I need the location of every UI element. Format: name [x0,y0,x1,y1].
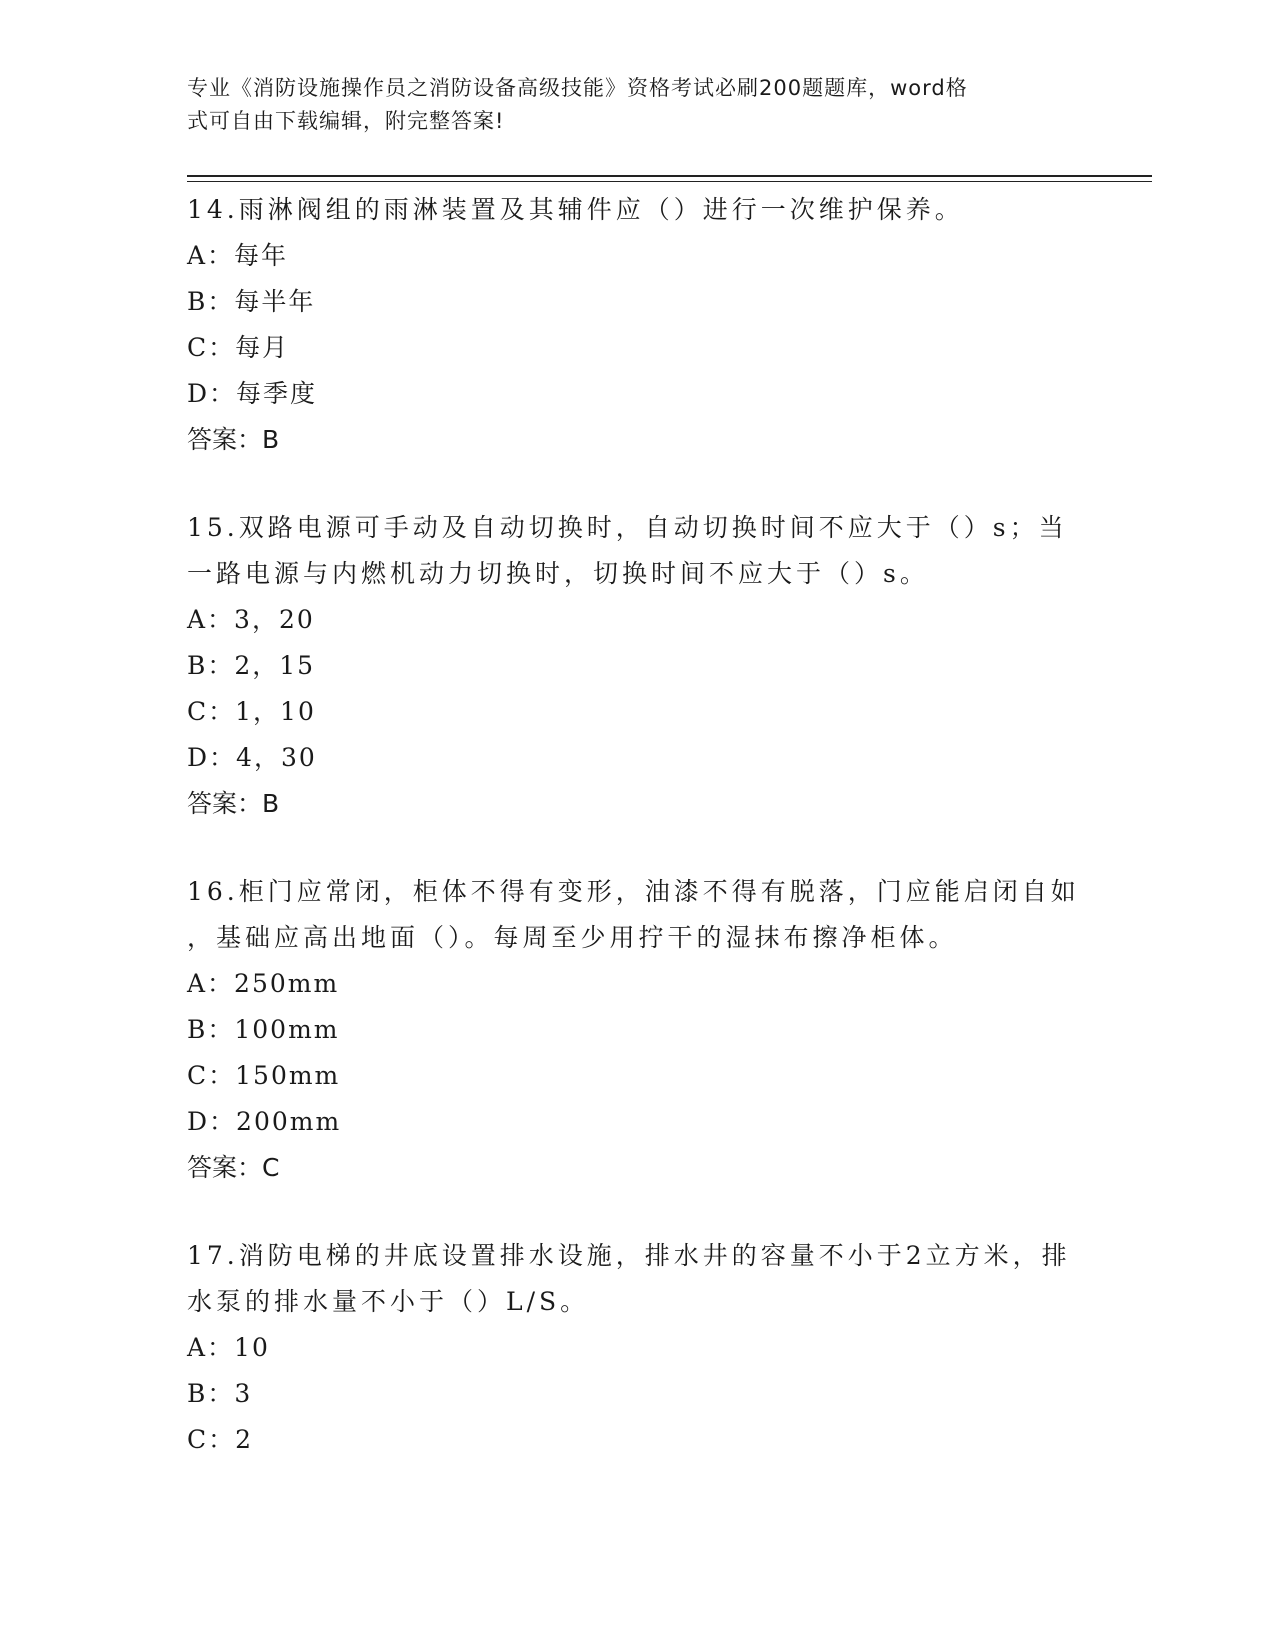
option-c: C：每月 [187,333,290,362]
option-a: A：250mm [187,969,340,998]
option-c: C：2 [187,1425,254,1454]
answer-label: 答案：B [187,789,280,818]
option-a: A：每年 [187,241,289,270]
header-rule-thin [187,181,1152,182]
question-17 [187,1233,1087,1463]
option-a: A：3，20 [187,605,315,634]
header-line-2: 式可自由下载编辑，附完整答案! [187,109,505,133]
question-stem-line-2: 水泵的排水量不小于（）L/S。 [187,1287,590,1316]
option-d: D：200mm [187,1107,342,1136]
answer-label: 答案：B [187,425,280,454]
option-b: B：100mm [187,1015,340,1044]
question-list [187,187,1087,1505]
question-stem: 14.雨淋阀组的雨淋装置及其辅件应（）进行一次维护保养。 [187,195,964,224]
option-b: B：3 [187,1379,253,1408]
question-14 [187,187,1087,463]
option-c: C：1，10 [187,697,316,726]
option-b: B：每半年 [187,287,316,316]
option-a: A：10 [187,1333,270,1362]
question-stem-line-1: 16.柜门应常闭，柜体不得有变形，油漆不得有脱落，门应能启闭自如 [187,877,1080,906]
question-stem-line-1: 17.消防电梯的井底设置排水设施，排水井的容量不小于2立方米，排 [187,1241,1071,1270]
option-d: D：4，30 [187,743,317,772]
header-rule-thick [187,175,1152,177]
header-line-1: 专业《消防设施操作员之消防设备高级技能》资格考试必刷200题题库，word格 [187,76,968,100]
question-stem-line-1: 15.双路电源可手动及自动切换时，自动切换时间不应大于（）s；当 [187,513,1068,542]
answer-label: 答案：C [187,1153,280,1182]
document-header [187,72,1087,138]
option-c: C：150mm [187,1061,341,1090]
question-16 [187,869,1087,1191]
option-d: D：每季度 [187,379,318,408]
question-15 [187,505,1087,827]
question-stem-line-2: ，基础应高出地面（）。每周至少用拧干的湿抹布擦净柜体。 [187,923,958,952]
option-b: B：2，15 [187,651,316,680]
question-stem-line-2: 一路电源与内燃机动力切换时，切换时间不应大于（）s。 [187,559,929,588]
